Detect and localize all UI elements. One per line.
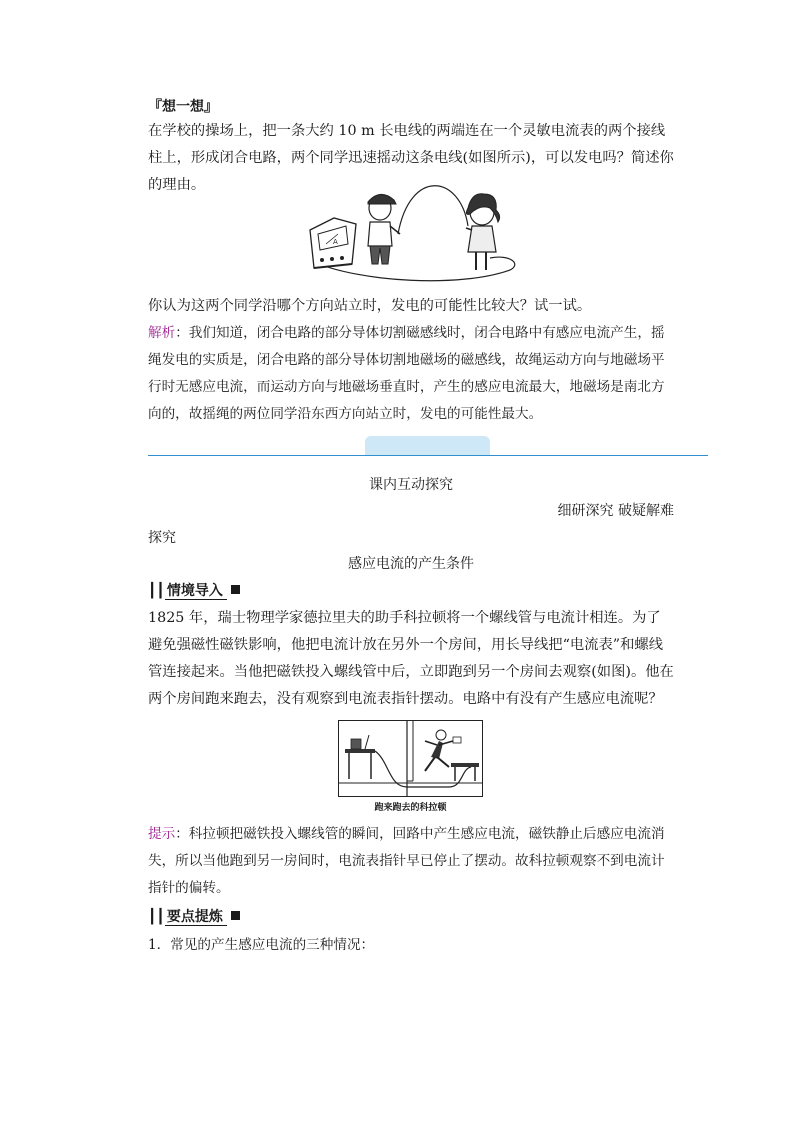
hint-label: 提示 [148,826,176,842]
scenario-label: 情境导入 [165,583,227,600]
hint-text: ：科拉顿把磁铁投入螺线管的瞬间，回路中产生感应电流，磁铁静止后感应电流消失，所以当他跑到另一房间时，电流表指针早已停止了摆动。故科拉顿观察不到电流计指针的偏转。 [148,826,665,896]
colladon-illustration [338,720,483,797]
section-subtitle: 细研深究 破疑解难 [557,503,674,519]
analysis-text: ：我们知道，闭合电路的部分导体切割磁感线时，闭合电路中有感应电流产生，摇绳发电的实质是，闭合电路的部分导体切割地磁场的磁感线，故绳运动方向与地磁场平行时无感应电流，而运动方向与地磁场垂直时，产生的感应电流最大，地磁场是南北方向的，故摇绳的两位同学沿东西方向站立时，发电的可能性最大。 [148,325,665,422]
colladon-figure [339,721,482,796]
colladon-caption: 跑来跑去的科拉顿 [374,803,447,813]
scenario-hint [148,821,674,902]
square-bullet-icon [231,585,240,594]
section-divider [148,455,708,456]
think-heading: 『想一想』 [148,99,218,115]
scenario-heading [148,580,240,600]
explore-label: 探究 [148,530,176,546]
rope-figure [300,178,522,286]
think-question-text: 在学校的操场上，把一条大约 10 m 长电线的两端连在一个灵敏电流表的两个接线柱上，形成闭合电路，两个同学迅速摇动这条电线(如图所示)，可以发电吗？简述你的理由。 [148,123,674,193]
analysis-label: 解析 [148,325,176,341]
think-analysis [148,320,674,428]
keypoints-item-1: 1．常见的产生感应电流的三种情况： [148,937,375,953]
scenario-text: 1825 年，瑞士物理学家德拉里夫的助手科拉顿将一个螺线管与电流计相连。为了避免强磁性磁铁影响，他把电流计放在另外一个房间，用长导线把“电流表”和螺线管连接起来。当他把磁铁投入螺线管中后，立即跑到另一个房间去观察(如图)。他在两个房间跑来跑去，没有观察到电流表指针摆动。电路中有没有产生感应电流呢？ [148,610,674,707]
keypoints-heading [148,906,240,926]
girl-figure-icon [466,194,500,270]
scenario-bars: ┃┃ [148,583,165,599]
think-prompt: 你认为这两个同学沿哪个方向站立时，发电的可能性比较大？试一试。 [148,298,592,314]
keypoints-bars: ┃┃ [148,909,165,925]
meter-letter: A [333,238,338,246]
rope-illustration [300,178,522,286]
square-bullet-icon-2 [231,911,240,920]
section-tab [365,436,490,455]
boy-figure-icon [368,194,400,264]
explore-topic: 感应电流的产生条件 [348,556,474,572]
keypoints-label: 要点提炼 [165,909,227,926]
section-title: 课内互动探究 [369,477,453,493]
